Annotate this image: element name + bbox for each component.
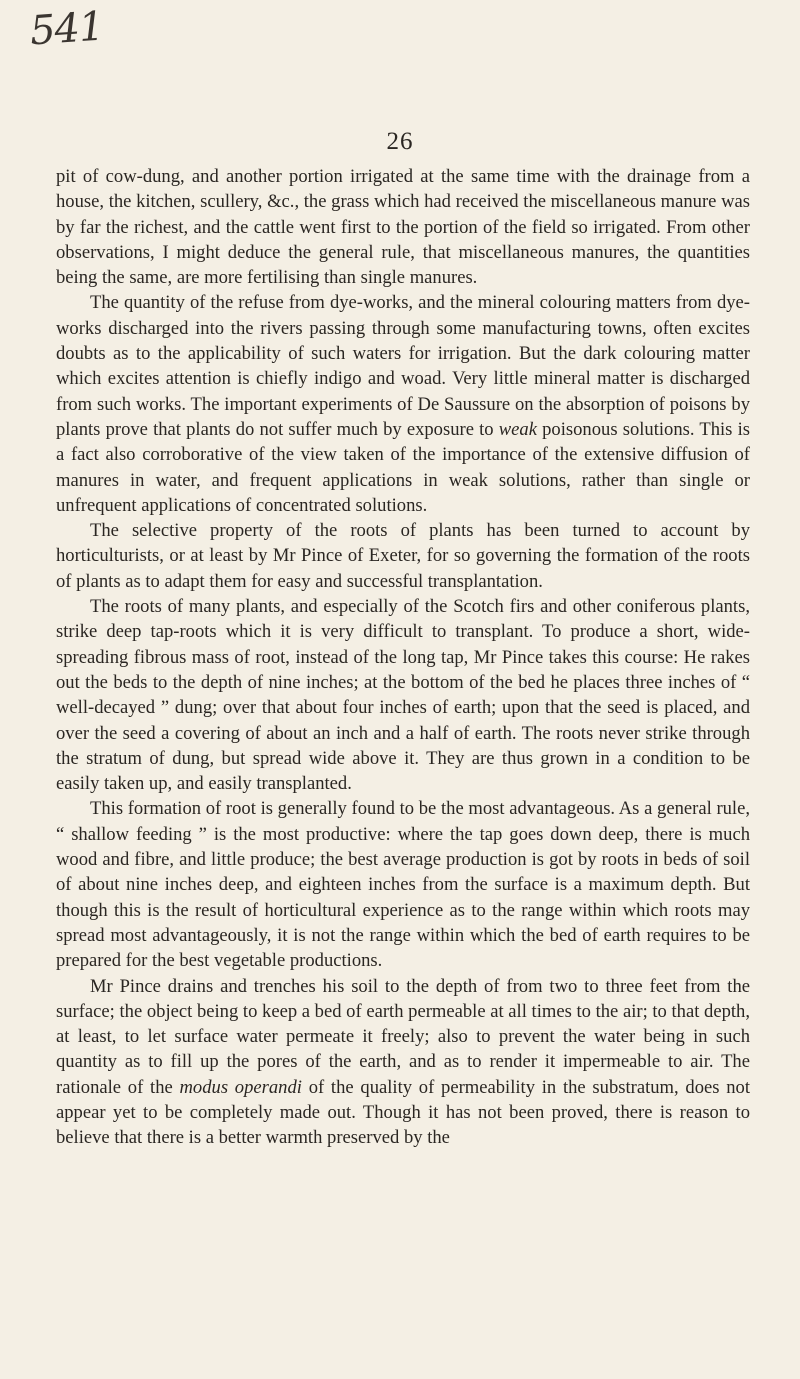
paragraph-text: This formation of root is generally found to be the most advantageous. As a general rule, “ shallow feeding ” is the most productive: where the tap goes down deep, there is much wood and fibre, and little produce; the best average production is got by roots in beds of soil of about nine inches deep, and eighteen inches from the surface is a maximum depth. But though this is the result of horticultural experience as to the range within which roots may spread most advantageously, it is not the range within which the bed of earth requires to be prepared for the best vegetable productions. [56,798,750,972]
paragraph-text: pit of cow-dung, and another portion irrigated at the same time with the drainage from a house, the kitchen, scullery, &c., the grass which had received the miscellaneous manure was by far the richest, and the cattle went first to the portion of the field so irrigated. From other observations, I might deduce the general rule, that miscellaneous manures, the quantities being the same, are more fertilising than single manures. [56,166,750,289]
paragraph [56,518,750,594]
paragraph [56,290,750,518]
italic-text: weak [498,418,537,440]
italic-text: modus operandi [179,1076,302,1098]
handwritten-page-annotation: 541 [28,3,105,55]
paragraph-text: poisonous solutions. This is a fact also corroborative of the view taken of the importance of the extensive diffusion of manures in water, and frequent applications in weak solutions, rather than single or unfrequent applications of concentrated solutions. [56,418,750,516]
paragraph [56,594,750,796]
paragraph [56,796,750,973]
paragraph-text: The roots of many plants, and especially of the Scotch firs and other coniferous plants, strike deep tap-roots which it is very difficult to transplant. To produce a short, wide-spreading fibrous mass of root, instead of the long tap, Mr Pince takes this course: He rakes out the beds to the depth of nine inches; at the bottom of the bed he places three inches of “ well-decayed ” dung; over that about four inches of earth; upon that the seed is placed, and over the seed a covering of about an inch and a half of earth. The roots never strike through the stratum of dung, but spread wide above it. They are thus grown in a condition to be easily taken up, and easily transplanted. [56,596,750,795]
body-text [56,164,750,1151]
paragraph-text: The selective property of the roots of plants has been turned to account by horticulturists, or at least by Mr Pince of Exeter, for so governing the formation of the roots of plants as to adapt them for easy and successful transplantation. [56,520,750,592]
page-number: 26 [386,128,414,155]
paragraph [56,974,750,1151]
paragraph-text: of the quality of permeability in the substratum, does not appear yet to be completely made out. Though it has not been proved, there is reason to believe that there is a better warmth preserved by the [56,1076,751,1149]
paragraph-text: The quantity of the refuse from dye-works, and the mineral colouring matters from dye-works discharged into the rivers passing through some manufacturing towns, often excites doubts as to the applicability of such waters for irrigation. But the dark colouring matter which excites attention is chiefly indigo and woad. Very little mineral matter is discharged from such works. The important experiments of De Saussure on the absorption of poisons by plants prove that plants do not suffer much by exposure to [56,292,750,440]
paragraph [56,164,750,290]
paragraph-text: Mr Pince drains and trenches his soil to the depth of from two to three feet from the surface; the object being to keep a bed of earth permeable at all times to the air; to that depth, at least, to let surface water permeate it freely; also to prevent the water being in such quantity as to fill up the pores of the earth, and as to render it impermeable to air. The rationale of the [56,975,750,1098]
